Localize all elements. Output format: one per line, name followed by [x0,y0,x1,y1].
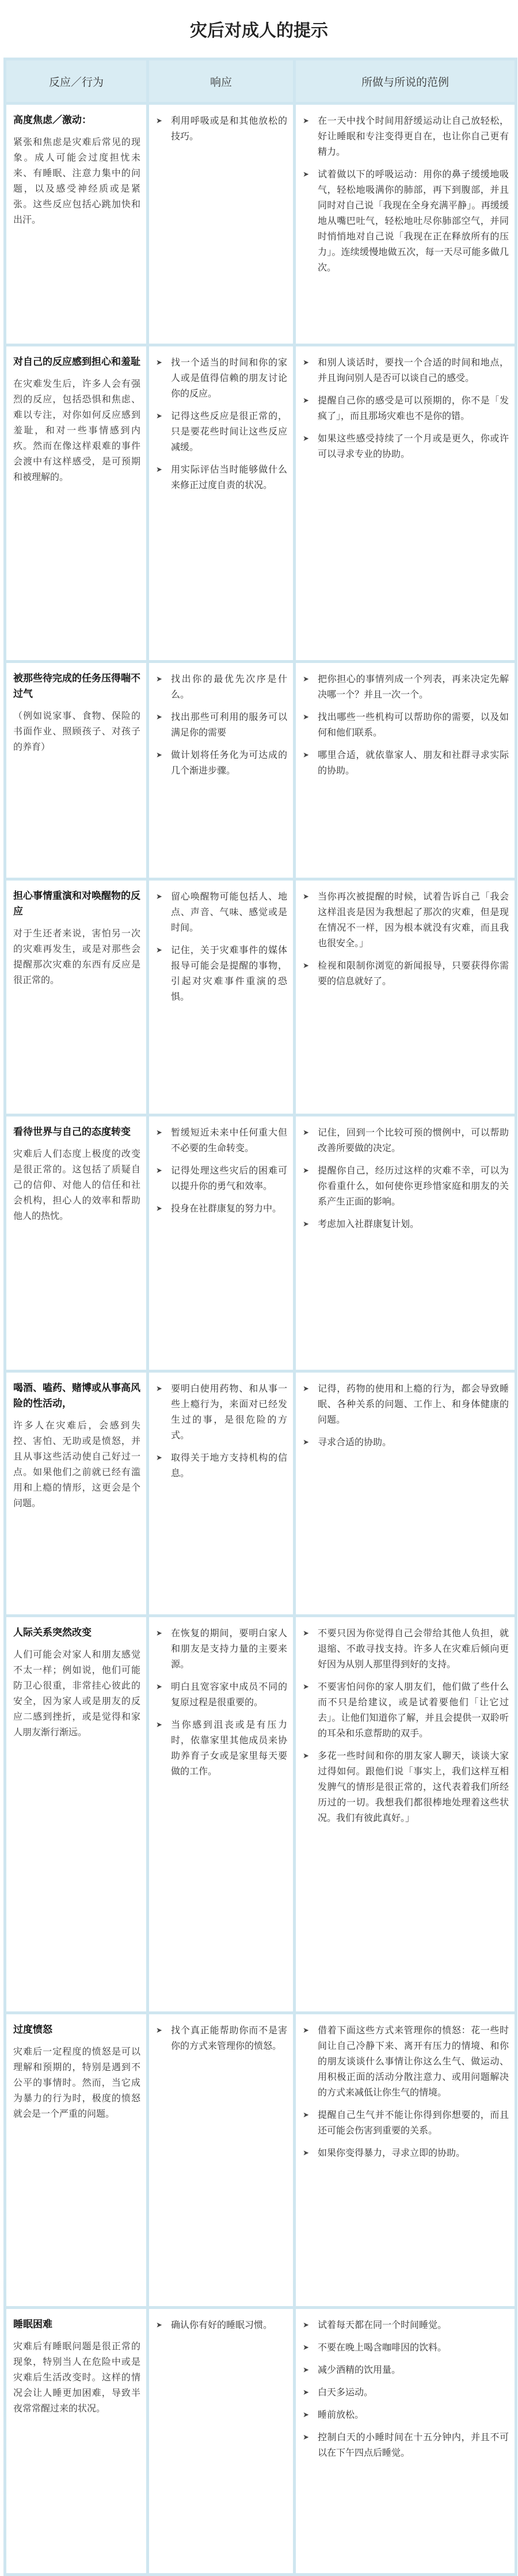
response-cell-list [156,889,287,1004]
response-item [156,408,287,455]
response-item [156,1381,287,1443]
response-item-text: 确认你有好的睡眠习惯。 [171,2319,273,2330]
reaction-title: 对自己的反应感到担心和羞耻 [13,356,140,368]
example-item-text: 睡前放松。 [318,2409,364,2420]
example-item-text: 把你担心的事情列成一个列表，再来决定先解决哪一个？并且一次一个。 [318,673,509,700]
example-item-text: 检视和限制你浏览的新闻报导，只要获得你需要的信息就好了。 [318,960,509,986]
example-item-text: 不要在晚上喝含咖啡因的饮料。 [318,2342,447,2353]
response-cell [148,2013,295,2308]
response-item-text: 利用呼吸或是和其他放松的技巧。 [171,115,287,142]
bullet-arrow-icon: ➤ [303,2149,309,2158]
example-item [303,1125,509,1156]
example-item-text: 提醒自己生气并不能让你得到你想要的，而且还可能会伤害到重要的关系。 [318,2109,509,2136]
example-cell [295,1616,516,2013]
example-cell-list [303,2317,509,2460]
reaction-description-text: 许多人在灾难后，会感到失控、害怕、无助或是愤怒，并且从事这些活动使自己好过一点。如果他们之前就已经有滥用和上瘾的情形，这更会是个问题。 [13,1420,140,1508]
response-item [156,709,287,740]
example-item-text: 借着下面这些方式来管理你的愤怒：花一些时间让自己冷静下来、离开有压力的情境、和你的朋友谈谈什么事情让你这么生气、做运动、用积极正面的活动分散注意力、或用问题解决的方式来减低让你生气的情境。 [318,2025,509,2098]
response-item [156,1625,287,1672]
bullet-arrow-icon: ➤ [156,713,162,722]
reaction-description [13,708,140,754]
example-cell-list [303,113,509,275]
response-item-text: 找出你的最优先次序是什么。 [171,673,287,700]
bullet-arrow-icon: ➤ [303,1385,309,1393]
example-item-text: 如果你变得暴力，寻求立即的协助。 [318,2147,466,2158]
response-item-text: 记得这些反应是很正常的，只是要花些时间让这些反应减缓。 [171,410,287,452]
reaction-cell [5,662,148,879]
bullet-arrow-icon: ➤ [303,435,309,443]
bullet-arrow-icon: ➤ [156,359,162,367]
table-row [5,104,516,345]
example-item-text: 多花一些时间和你的朋友家人聊天，谈谈大家过得如何。跟他们说「事实上，我们这样互相发脾气的情形是很正常的，这代表着我们所经历过的一切。我想我们都很棒地处理着这些状况。我们有彼此真好。」 [318,1750,509,1823]
bullet-arrow-icon: ➤ [303,2343,309,2352]
example-item [303,1679,509,1741]
table-row [5,1616,516,2013]
reaction-description-text: 灾难后有睡眠问题是很正常的现象，特别当人在危险中或是灾难后生活改变时。这样的情况会让人睡更加困难，导致半夜常常醒过来的状况。 [13,2341,140,2414]
example-item-text: 控制白天的小睡时间在十五分钟内，并且不可以在下午四点后睡觉。 [318,2432,509,2458]
example-cell-list [303,671,509,778]
example-item-text: 在一天中找个时间用舒缓运动让自己放轻松，好让睡眠和专注变得更自在，也让你自己更有精力。 [318,115,509,157]
reaction-title: 喝酒、嗑药、赌博或从事高风险的性活动， [13,1382,140,1409]
reaction-title: 过度愤怒 [13,2024,52,2036]
reaction-cell [5,879,148,1115]
bullet-arrow-icon: ➤ [156,466,162,474]
guide-table [3,58,517,2576]
reaction-description [13,2338,140,2416]
reaction-description [13,1146,140,1224]
response-item-text: 找一个适当的时间和你的家人或是值得信赖的朋友讨论你的反应。 [171,357,287,399]
response-item [156,1450,287,1481]
response-cell [148,662,295,879]
example-item-text: 当你再次被提醒的时候，试着告诉自己「我会这样沮丧是因为我想起了那次的灾难，但是现在情况不一样，因为根本就没有灾难，而且我也很安全。」 [318,891,509,948]
example-cell [295,104,516,345]
reaction-description-text: 在灾难发生后，许多人会有强烈的反应，包括恐惧和焦虑、难以专注，对你如何反应感到羞耻，和对一些事情感到内疚。然而在像这样艰难的事件会渡中有这样感受，是可预期和被理解的。 [13,378,140,482]
reaction-description-text: 灾难后一定程度的愤怒是可以理解和预期的，特别是遇到不公平的事情时。然而，当它成为暴力的行为时，极度的愤怒就会是一个严重的问题。 [13,2046,140,2119]
response-item [156,2317,287,2333]
header-reaction: 反应／行为 [5,59,148,104]
bullet-arrow-icon: ➤ [303,117,309,125]
response-item [156,2022,287,2053]
response-item-text: 在恢复的期间，要明白家人和朋友是支持力量的主要来源。 [171,1628,287,1670]
reaction-description-text: 灾难后人们态度上极度的改变是很正常的。这包括了质疑自己的信仰、对他人的信任和社会机构，担心人的效率和帮助他人的热忱。 [13,1148,140,1221]
bullet-arrow-icon: ➤ [156,751,162,760]
example-item [303,1163,509,1209]
response-item [156,747,287,778]
response-item [156,889,287,935]
example-item [303,355,509,386]
example-item [303,166,509,275]
example-item-text: 和别人谈话时，要找一个合适的时间和地点，并且询问别人是否可以谈自己的感受。 [318,357,509,383]
example-cell [295,2013,516,2308]
bullet-arrow-icon: ➤ [303,2411,309,2419]
bullet-arrow-icon: ➤ [303,2026,309,2035]
bullet-arrow-icon: ➤ [303,1438,309,1447]
example-item-text: 不要害怕问你的家人朋友们，他们做了些什么而不只是给建议，或是试着要他们「让它过去」。让他们知道你了解，并且会提供一双聆听的耳朵和乐意帮助的双手。 [318,1681,509,1739]
table-row [5,2308,516,2575]
example-item [303,113,509,159]
reaction-title: 被那些待完成的任务压得喘不过气 [13,673,140,700]
example-item [303,1748,509,1826]
example-item-text: 考虑加入社群康复计划。 [318,1218,420,1229]
bullet-arrow-icon: ➤ [156,1385,162,1393]
example-item-text: 不要只因为你觉得自己会带给其他人负担，就退缩、不敢寻找支持。许多人在灾难后倾向更好因为从别人那里得到好的支持。 [318,1628,509,1670]
response-cell-list [156,671,287,778]
example-item [303,2339,509,2355]
table-row [5,879,516,1115]
example-item-text: 寻求合适的协助。 [318,1436,392,1447]
response-cell [148,1115,295,1371]
bullet-arrow-icon: ➤ [303,751,309,760]
example-item [303,2317,509,2333]
example-cell-list [303,2022,509,2160]
response-cell-list [156,2022,287,2053]
bullet-arrow-icon: ➤ [156,1629,162,1638]
reaction-description-text: 人们可能会对家人和朋友感觉不太一样；例如说，他们可能防卫心很重，非常挂心彼此的安全，因为家人或是朋友的反应二感到挫折，或是觉得和家人朋友渐行渐远。 [13,1649,140,1737]
response-cell-list [156,355,287,493]
bullet-arrow-icon: ➤ [303,1683,309,1691]
response-cell-list [156,2317,287,2333]
example-item [303,2362,509,2377]
reaction-description [13,376,140,485]
reaction-title: 高度焦虑／激动： [13,115,92,126]
bullet-arrow-icon: ➤ [303,1752,309,1760]
example-cell [295,1371,516,1616]
example-item [303,2022,509,2100]
reaction-cell [5,1616,148,2013]
response-cell [148,1371,295,1616]
example-cell [295,662,516,879]
table-row [5,662,516,879]
example-item-text: 哪里合适，就依靠家人、朋友和社群寻求实际的协助。 [318,749,509,776]
response-item-text: 记住，关于灾难事件的媒体报导可能会是提醒的事物，引起对灾难事件重演的恐惧。 [171,944,287,1002]
example-item-text: 试着每天都在同一个时间睡觉。 [318,2319,447,2330]
example-cell [295,2308,516,2575]
response-cell-list [156,1381,287,1481]
response-item [156,1201,287,1216]
example-item-text: 白天多运动。 [318,2387,374,2398]
bullet-arrow-icon: ➤ [156,412,162,421]
bullet-arrow-icon: ➤ [303,2433,309,2442]
bullet-arrow-icon: ➤ [303,713,309,722]
header-response: 响应 [148,59,295,104]
example-item [303,2429,509,2460]
reaction-description-text: 紧张和焦虑是灾难后常见的现象。成人可能会过度担忧未来、有睡眠、注意力集中的问题，以及感受神经质或是紧张。这些反应包括心跳加快和出汗。 [13,136,140,225]
example-cell [295,345,516,662]
example-item [303,747,509,778]
response-item-text: 找出那些可利用的服务可以满足你的需要 [171,711,287,738]
bullet-arrow-icon: ➤ [156,1205,162,1213]
example-item-text: 试着做以下的呼吸运动：用你的鼻子缓缓地吸气，轻松地吸满你的肺部，再下到腹部，并且同时对自己说「我现在全身充满平静」。再缓缓地从嘴巴吐气，轻松地吐尽你肺部空气，并同时悄悄地对自己说「我现在正在释放所有的压力」。连续缓慢地做五次，每一天尽可能多做几次。 [318,169,509,273]
bullet-arrow-icon: ➤ [156,1167,162,1175]
reaction-cell [5,1371,148,1616]
bullet-arrow-icon: ➤ [303,397,309,405]
response-item [156,671,287,702]
bullet-arrow-icon: ➤ [156,893,162,901]
response-cell [148,1616,295,2013]
bullet-arrow-icon: ➤ [303,1220,309,1229]
example-item [303,2107,509,2138]
response-item [156,1125,287,1156]
response-cell-list [156,1125,287,1216]
example-item [303,1434,509,1450]
response-cell [148,2308,295,2575]
example-cell-list [303,1625,509,1826]
table-row [5,1115,516,1371]
response-cell [148,345,295,662]
bullet-arrow-icon: ➤ [156,1129,162,1137]
response-cell [148,104,295,345]
header-examples: 所做与所说的范例 [295,59,516,104]
example-item [303,709,509,740]
bullet-arrow-icon: ➤ [156,675,162,684]
bullet-arrow-icon: ➤ [156,2321,162,2330]
bullet-arrow-icon: ➤ [303,2321,309,2330]
example-cell-list [303,1125,509,1232]
example-item-text: 提醒自己你的感受是可以预期的，你不是「发疯了」，而且那场灾难也不是你的错。 [318,395,509,421]
example-cell [295,1115,516,1371]
example-cell-list [303,355,509,462]
response-item-text: 当你感到沮丧或是有压力时，依靠家里其他成员来协助养育子女或是家里每天要做的工作。 [171,1719,287,1777]
reaction-title: 人际关系突然改变 [13,1627,92,1638]
response-item-text: 明白且宽容家中成员不同的复原过程是很重要的。 [171,1681,287,1708]
reaction-description-text: 对于生还者来说，害怕另一次的灾难再发生，或是对那些会提醒那次灾难的东西有反应是很正常的。 [13,928,140,985]
bullet-arrow-icon: ➤ [303,2366,309,2375]
response-cell-list [156,1625,287,1779]
bullet-arrow-icon: ➤ [303,359,309,367]
response-item-text: 留心唤醒物可能包括人、地点、声音、气味、感觉或是时间。 [171,891,287,933]
response-item [156,942,287,1004]
response-item-text: 记得处理这些灾后的困难可以提升你的勇气和效率。 [171,1165,287,1191]
reaction-cell [5,104,148,345]
bullet-arrow-icon: ➤ [303,893,309,901]
example-cell-list [303,1381,509,1450]
reaction-title: 睡眠困难 [13,2319,52,2330]
bullet-arrow-icon: ➤ [156,1454,162,1462]
example-item [303,393,509,424]
bullet-arrow-icon: ➤ [156,1683,162,1691]
response-item [156,1679,287,1710]
response-item-text: 找个真正能帮助你而不是害你的方式来管理你的愤怒。 [171,2025,287,2051]
bullet-arrow-icon: ➤ [303,170,309,179]
example-cell-list [303,889,509,989]
reaction-description-text: （例如说家事、食物、保险的书面作业、照顾孩子、对孩子的养育） [13,710,140,752]
example-item-text: 记得，药物的使用和上瘾的行为，都会导致睡眠、各种关系的问题、工作上、和身体健康的问题。 [318,1383,509,1425]
reaction-cell [5,2308,148,2575]
example-cell [295,879,516,1115]
example-item-text: 减少酒精的饮用量。 [318,2364,401,2375]
example-item-text: 如果这些感受持续了一个月或是更久，你或许可以寻求专业的协助。 [318,433,509,459]
reaction-description [13,134,140,227]
bullet-arrow-icon: ➤ [303,1629,309,1638]
bullet-arrow-icon: ➤ [156,2026,162,2035]
response-item-text: 暂缓短近未来中任何重大但不必要的生命转变。 [171,1127,287,1153]
response-item [156,1717,287,1779]
table-row [5,1371,516,1616]
example-item [303,958,509,989]
response-cell [148,879,295,1115]
reaction-cell [5,345,148,662]
example-item [303,1625,509,1672]
reaction-description [13,2044,140,2121]
bullet-arrow-icon: ➤ [303,675,309,684]
response-item-text: 用实际评估当时能够做什么来修正过度自责的状况。 [171,464,287,490]
reaction-cell [5,1115,148,1371]
example-item [303,430,509,462]
example-item-text: 记住，回到一个比较可预的惯例中，可以帮助改善所要做的决定。 [318,1127,509,1153]
example-item-text: 提醒你自己，经历过这样的灾难不幸，可以为你看重什么，如何使你更珍惜家庭和朋友的关系产生正面的影响。 [318,1165,509,1207]
response-item-text: 投身在社群康复的努力中。 [171,1203,282,1214]
response-item-text: 取得关于地方支持机构的信息。 [171,1452,287,1478]
example-item [303,889,509,951]
response-item [156,462,287,493]
example-item [303,671,509,702]
page-title: 灾后对成人的提示 [190,21,328,41]
response-cell-list [156,113,287,144]
reaction-title: 担心事情重演和对唤醒物的反应 [13,890,140,917]
reaction-title: 看待世界与自己的态度转变 [13,1126,131,1138]
response-item-text: 做计划将任务化为可达成的几个渐进步骤。 [171,749,287,776]
bullet-arrow-icon: ➤ [303,2111,309,2120]
reaction-cell [5,2013,148,2308]
bullet-arrow-icon: ➤ [303,1167,309,1175]
example-item [303,1381,509,1427]
bullet-arrow-icon: ➤ [303,962,309,970]
bullet-arrow-icon: ➤ [303,2388,309,2397]
reaction-description [13,925,140,988]
bullet-arrow-icon: ➤ [303,1129,309,1137]
bullet-arrow-icon: ➤ [156,1721,162,1729]
example-item-text: 找出哪些一些机构可以帮助你的需要，以及如何和他们联系。 [318,711,509,738]
response-item [156,1163,287,1194]
example-item [303,2407,509,2422]
bullet-arrow-icon: ➤ [156,946,162,955]
example-item [303,2384,509,2400]
response-item-text: 要明白使用药物、和从事一些上瘾行为，来面对已经发生过的事，是很危险的方式。 [171,1383,287,1441]
table-row [5,345,516,662]
reaction-description [13,1417,140,1511]
example-item [303,1216,509,1232]
response-item [156,113,287,144]
response-item [156,355,287,401]
table-header-row [5,59,516,104]
table-row [5,2013,516,2308]
reaction-description [13,1647,140,1740]
example-item [303,2145,509,2160]
bullet-arrow-icon: ➤ [156,117,162,125]
